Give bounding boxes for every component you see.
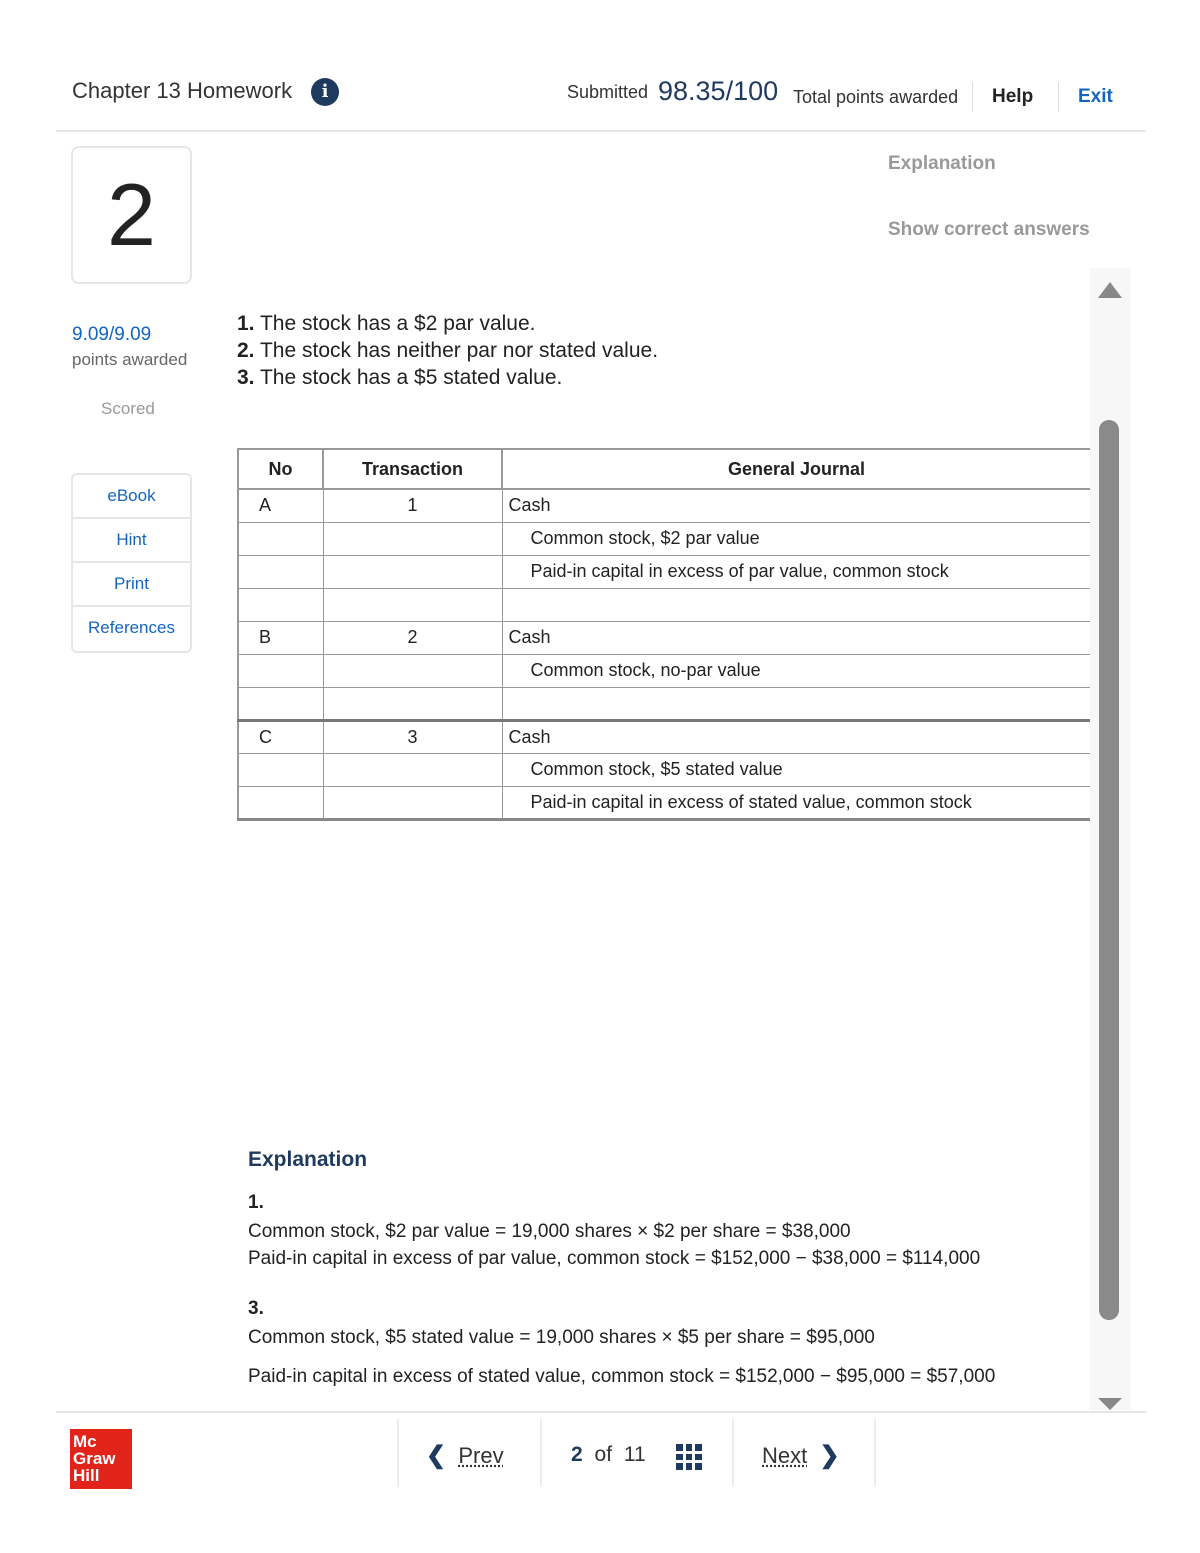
divider — [874, 1419, 876, 1487]
next-label: Next — [762, 1443, 808, 1468]
cell-no: C — [238, 720, 323, 753]
divider — [972, 82, 973, 112]
cell-transaction — [323, 786, 502, 819]
table-row — [238, 555, 1090, 588]
ebook-button[interactable]: eBook — [73, 475, 190, 519]
cell-account: Cash — [502, 489, 1090, 522]
cell-transaction — [323, 555, 502, 588]
chevron-right-icon: ❯ — [819, 1442, 840, 1469]
exit-link[interactable]: Exit — [1078, 86, 1113, 107]
scored-status: Scored — [101, 399, 155, 418]
explanation-line: Paid-in capital in excess of par value, common stock = $152,000 − $38,000 = $114,000 — [248, 1248, 981, 1269]
prompt-item: 2. The stock has neither par nor stated value. — [237, 339, 659, 362]
column-header-no: No — [238, 449, 323, 489]
page-indicator — [571, 1443, 646, 1467]
cell-transaction — [323, 588, 502, 621]
footer-navigation — [56, 1411, 1146, 1553]
next-button[interactable] — [762, 1441, 840, 1470]
cell-transaction — [323, 522, 502, 555]
table-row — [238, 621, 1090, 654]
divider — [732, 1419, 734, 1487]
total-pages: 11 — [623, 1443, 646, 1466]
table-row — [238, 522, 1090, 555]
scrollbar-thumb[interactable] — [1099, 420, 1119, 1320]
scroll-up-arrow-icon[interactable] — [1098, 282, 1122, 298]
cell-no — [238, 687, 323, 720]
table-row — [238, 753, 1090, 786]
points-label: points awarded — [72, 350, 188, 369]
table-row — [238, 720, 1090, 753]
explanation-section-number: 3. — [248, 1298, 264, 1319]
cell-no: A — [238, 489, 323, 522]
current-page: 2 — [571, 1443, 583, 1466]
cell-no — [238, 654, 323, 687]
cell-account: Paid-in capital in excess of par value, common stock — [502, 555, 1090, 588]
cell-transaction: 3 — [323, 720, 502, 753]
question-tools — [71, 473, 192, 653]
hint-button[interactable]: Hint — [73, 519, 190, 563]
general-journal-table — [237, 448, 1090, 821]
cell-transaction — [323, 687, 502, 720]
explanation-title: Explanation — [248, 1148, 368, 1171]
cell-no — [238, 786, 323, 819]
submitted-label: Submitted — [567, 82, 649, 102]
show-correct-answers-link[interactable]: Show correct answers — [888, 219, 1090, 240]
cell-transaction — [323, 753, 502, 786]
header-bar — [56, 60, 1146, 132]
prompt-item: 3. The stock has a $5 stated value. — [237, 366, 563, 389]
cell-account — [502, 588, 1090, 621]
explanation-line: Common stock, $5 stated value = 19,000 shares × $5 per share = $95,000 — [248, 1327, 875, 1348]
table-row — [238, 654, 1090, 687]
column-header-general-journal: General Journal — [502, 449, 1090, 489]
prev-button[interactable] — [426, 1441, 504, 1470]
table-row — [238, 588, 1090, 621]
cell-no — [238, 522, 323, 555]
points-value: 9.09/9.09 — [72, 324, 152, 345]
prompt-item: 1. The stock has a $2 par value. — [237, 312, 536, 335]
question-grid-icon[interactable] — [676, 1444, 702, 1470]
references-button[interactable]: References — [88, 618, 175, 637]
total-points-label: Total points awarded — [793, 87, 959, 107]
cell-no — [238, 588, 323, 621]
cell-transaction: 2 — [323, 621, 502, 654]
info-icon[interactable]: i — [311, 78, 339, 106]
explanation-line: Paid-in capital in excess of stated value, common stock = $152,000 − $95,000 = $57,000 — [248, 1366, 996, 1387]
cell-no: B — [238, 621, 323, 654]
cell-account: Cash — [502, 720, 1090, 753]
of-label: of — [594, 1443, 613, 1466]
cell-transaction — [323, 654, 502, 687]
cell-account — [502, 687, 1090, 720]
help-link[interactable]: Help — [992, 86, 1034, 107]
table-row — [238, 786, 1090, 819]
cell-account: Common stock, $2 par value — [502, 522, 1090, 555]
divider — [397, 1419, 399, 1487]
question-number: 2 — [107, 165, 156, 264]
cell-account: Common stock, no-par value — [502, 654, 1090, 687]
cell-account: Common stock, $5 stated value — [502, 753, 1090, 786]
cell-no — [238, 555, 323, 588]
prev-label: Prev — [458, 1443, 504, 1468]
cell-account: Cash — [502, 621, 1090, 654]
explanation-section-number: 1. — [248, 1192, 264, 1213]
table-row — [238, 687, 1090, 720]
cell-transaction: 1 — [323, 489, 502, 522]
question-number-box — [71, 146, 192, 284]
scroll-down-arrow-icon[interactable] — [1098, 1398, 1122, 1410]
total-score: 98.35/100 — [658, 76, 779, 106]
table-row — [238, 489, 1090, 522]
chevron-left-icon: ❮ — [426, 1442, 447, 1469]
divider — [1058, 82, 1059, 112]
cell-no — [238, 753, 323, 786]
explanation-line: Common stock, $2 par value = 19,000 shares × $2 per share = $38,000 — [248, 1221, 851, 1242]
print-button[interactable]: Print — [73, 563, 190, 607]
question-prompts — [237, 310, 658, 391]
mcgraw-hill-logo: Mc Graw Hill — [70, 1429, 132, 1489]
cell-account: Paid-in capital in excess of stated value, common stock — [502, 786, 1090, 819]
explanation-panel — [248, 1148, 1088, 1410]
explanation-link[interactable]: Explanation — [888, 153, 996, 174]
column-header-transaction: Transaction — [323, 449, 502, 489]
assignment-title: Chapter 13 Homework — [72, 78, 293, 103]
divider — [540, 1419, 542, 1487]
